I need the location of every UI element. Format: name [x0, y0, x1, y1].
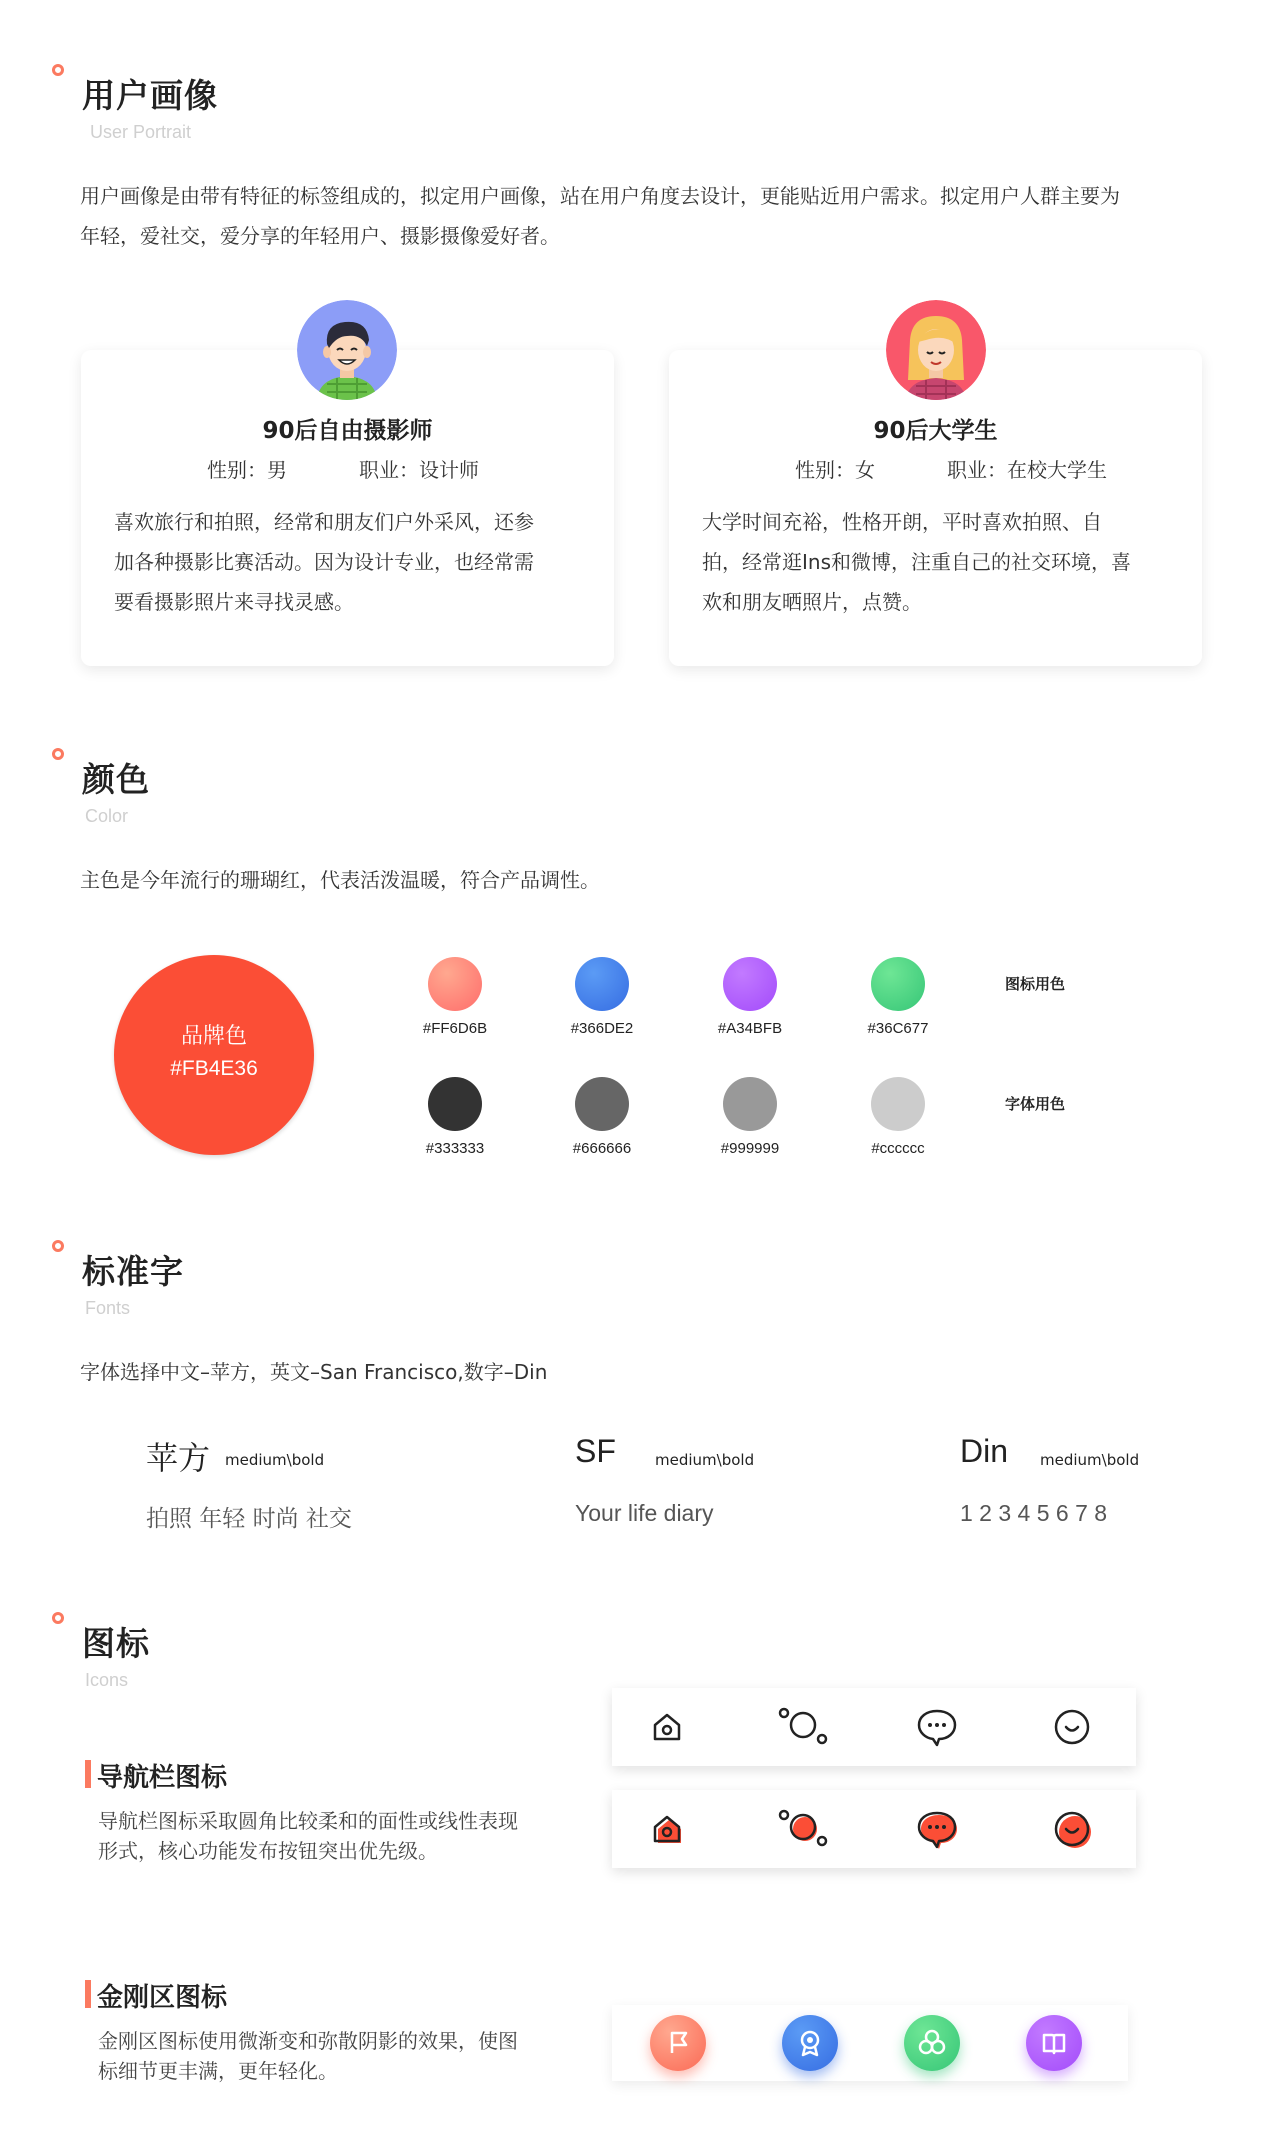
section-subtitle-icons: Icons — [85, 1670, 129, 1690]
brand-color-label: 品牌色 — [180, 1024, 247, 1049]
font-color-label: #333333 — [425, 1140, 485, 1157]
persona-gender: 性别：女 — [795, 458, 875, 482]
icon-color-swatch — [428, 957, 482, 1011]
font-color-swatch — [723, 1077, 777, 1131]
nav-icon-strip-outline — [612, 1688, 1136, 1766]
fonts-intro: 字体选择中文–苹方，英文–San Francisco,数字–Din — [80, 1360, 548, 1384]
font-name-sf: SF — [575, 1433, 616, 1469]
kingkong-icons-desc-line: 标细节更丰满，更年轻化。 — [98, 2059, 338, 2083]
icon-color-swatch — [575, 957, 629, 1011]
persona-name: 90后自由摄影师 — [262, 418, 433, 444]
section-title-color: 颜色 — [82, 760, 150, 799]
font-color-label: #666666 — [572, 1140, 632, 1157]
section-title-portrait: 用户画像 — [82, 76, 218, 115]
home-icon[interactable] — [637, 1799, 697, 1859]
icon-color-label: #FF6D6B — [422, 1020, 488, 1037]
section-marker — [52, 64, 64, 76]
font-sample-pingfang: 拍照 年轻 时尚 社交 — [146, 1506, 352, 1532]
font-weight-tag: medium\bold — [225, 1451, 325, 1469]
font-weight-tag: medium\bold — [1040, 1451, 1140, 1469]
message-icon[interactable] — [907, 1697, 967, 1757]
section-marker — [52, 1240, 64, 1252]
font-color-label: #999999 — [720, 1140, 780, 1157]
male-avatar — [297, 300, 397, 400]
persona-gender: 性别：男 — [207, 458, 287, 482]
award-icon[interactable] — [782, 2015, 838, 2071]
font-sample-sf: Your life diary — [575, 1500, 714, 1526]
icon-color-label: #366DE2 — [570, 1020, 634, 1037]
section-title-icons: 图标 — [82, 1624, 150, 1663]
publish-icon[interactable] — [772, 1799, 832, 1859]
nav-icon-strip-filled — [612, 1790, 1136, 1868]
font-color-swatch — [428, 1077, 482, 1131]
subsection-marker — [85, 1980, 91, 2008]
female-avatar — [886, 300, 986, 400]
font-color-label: #cccccc — [871, 1140, 925, 1157]
font-weight-tag: medium\bold — [655, 1451, 755, 1469]
kingkong-icon-strip — [612, 2005, 1128, 2081]
icon-color-label: #36C677 — [867, 1020, 929, 1037]
color-intro: 主色是今年流行的珊瑚红，代表活泼温暖，符合产品调性。 — [80, 868, 600, 892]
brand-color-swatch — [114, 955, 314, 1155]
font-color-swatch — [575, 1077, 629, 1131]
section-subtitle-portrait: User Portrait — [90, 122, 192, 142]
subsection-marker — [85, 1760, 91, 1788]
icon-color-swatch — [723, 957, 777, 1011]
nav-icons-desc-line: 形式，核心功能发布按钮突出优先级。 — [98, 1839, 438, 1863]
persona-desc-line: 喜欢旅行和拍照，经常和朋友们户外采风，还参 — [114, 510, 534, 534]
nav-icons-desc-line: 导航栏图标采取圆角比较柔和的面性或线性表现 — [98, 1809, 518, 1833]
persona-desc-line: 拍，经常逛Ins和微博，注重自己的社交环境，喜 — [702, 550, 1131, 574]
font-name-pingfang: 苹方 — [146, 1439, 211, 1477]
icon-color-swatch — [871, 957, 925, 1011]
persona-job: 职业：在校大学生 — [947, 458, 1107, 482]
subsection-title-kingkong: 金刚区图标 — [97, 1983, 228, 2013]
font-color-row-label: 字体用色 — [1005, 1095, 1066, 1113]
persona-desc-line: 加各种摄影比赛活动。因为设计专业，也经常需 — [114, 550, 534, 574]
section-marker — [52, 1612, 64, 1624]
portrait-intro-line-2: 年轻，爱社交，爱分享的年轻用户、摄影摄像爱好者。 — [80, 224, 560, 248]
icon-color-label: #A34BFB — [717, 1020, 783, 1037]
book-icon[interactable] — [1026, 2015, 1082, 2071]
icon-color-row-label: 图标用色 — [1005, 975, 1066, 993]
section-subtitle-color: Color — [85, 806, 129, 826]
persona-desc-line: 大学时间充裕，性格开朗，平时喜欢拍照、自 — [702, 510, 1102, 534]
publish-icon[interactable] — [772, 1697, 832, 1757]
font-sample-din: 1 2 3 4 5 6 7 8 — [960, 1500, 1108, 1526]
profile-icon[interactable] — [1042, 1799, 1102, 1859]
persona-job: 职业：设计师 — [359, 458, 479, 482]
flag-icon[interactable] — [650, 2015, 706, 2071]
font-name-din: Din — [960, 1433, 1009, 1469]
persona-desc-line: 欢和朋友晒照片，点赞。 — [702, 590, 922, 614]
message-icon[interactable] — [907, 1799, 967, 1859]
section-subtitle-fonts: Fonts — [85, 1298, 131, 1318]
brand-color-hex: #FB4E36 — [170, 1057, 258, 1080]
section-marker — [52, 748, 64, 760]
kingkong-icons-desc-line: 金刚区图标使用微渐变和弥散阴影的效果，使图 — [98, 2029, 518, 2053]
persona-name: 90后大学生 — [873, 418, 998, 444]
subsection-title-nav: 导航栏图标 — [97, 1763, 228, 1793]
persona-desc-line: 要看摄影照片来寻找灵感。 — [114, 590, 354, 614]
circles-icon[interactable] — [904, 2015, 960, 2071]
portrait-intro-line-1: 用户画像是由带有特征的标签组成的，拟定用户画像，站在用户角度去设计，更能贴近用户需求。拟定用户人群主要为 — [80, 184, 1120, 208]
profile-icon[interactable] — [1042, 1697, 1102, 1757]
home-icon[interactable] — [637, 1697, 697, 1757]
font-color-swatch — [871, 1077, 925, 1131]
section-title-fonts: 标准字 — [82, 1252, 184, 1291]
